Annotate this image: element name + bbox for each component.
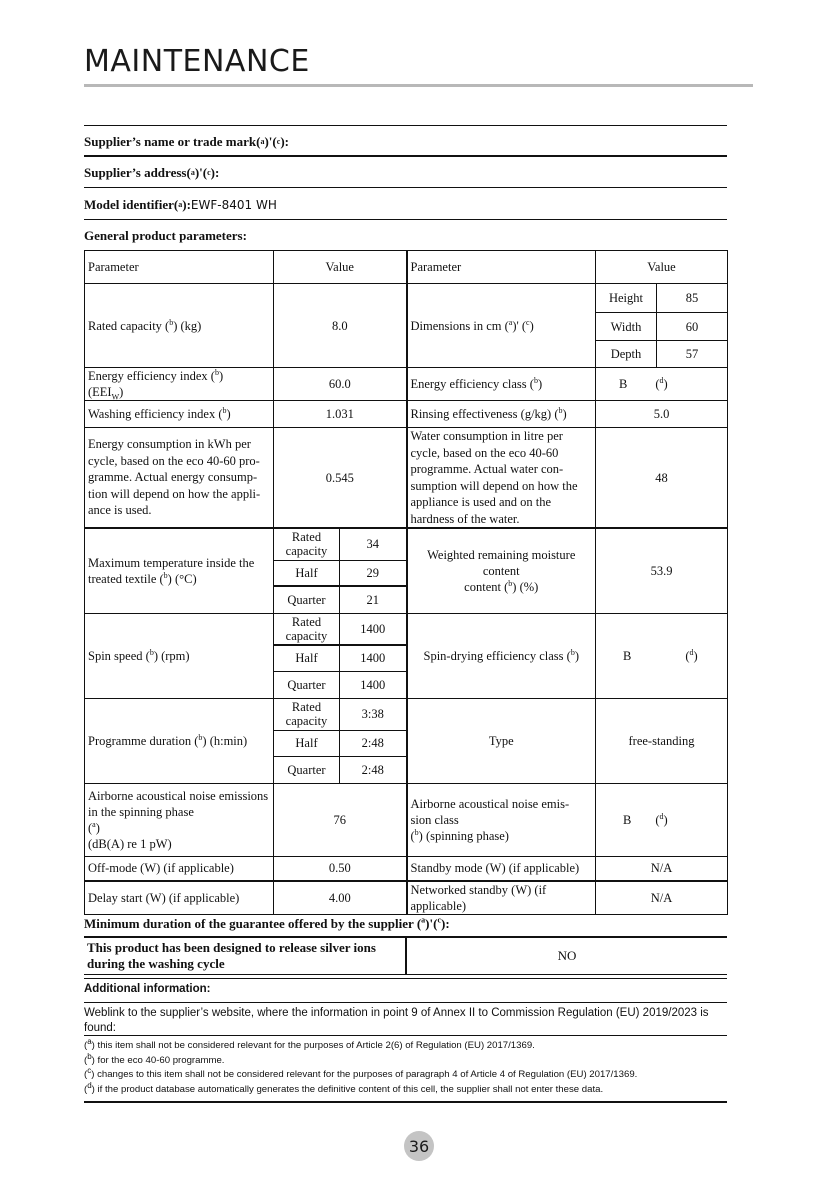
divider xyxy=(84,187,727,188)
quarter-sublabel: Quarter xyxy=(274,586,340,613)
table-row xyxy=(85,284,728,313)
moisture-label: Weighted remaining moisture content content ($^b$) (%) xyxy=(407,528,596,613)
quarter-sublabel: Quarter xyxy=(274,671,340,698)
rated-capacity-label: Rated capacity ($^b$) (kg) xyxy=(85,284,274,368)
silver-ions-table xyxy=(84,936,727,975)
table-row xyxy=(85,528,728,560)
table-row xyxy=(85,783,728,856)
table-row xyxy=(85,613,728,645)
energy-class-value: B ($^d$) xyxy=(596,368,728,401)
divider xyxy=(84,219,727,220)
networked-standby-value: N/A xyxy=(596,881,728,915)
divider xyxy=(84,1101,727,1103)
silver-ions-value: NO xyxy=(406,937,727,975)
standby-value: N/A xyxy=(596,856,728,881)
rinsing-value: 5.0 xyxy=(596,401,728,428)
off-mode-label: Off-mode (W) (if applicable) xyxy=(85,856,274,881)
duration-quarter-value: 2:48 xyxy=(340,756,407,783)
noise-label: Airborne acoustical noise emissions in the spinning phase ($^a$) (dB(A) re 1 pW) xyxy=(85,783,274,856)
water-consumption-value: 48 xyxy=(596,428,728,529)
noise-value: 76 xyxy=(274,783,407,856)
rinsing-label: Rinsing effectiveness (g/kg) ($^b$) xyxy=(407,401,596,428)
half-sublabel: Half xyxy=(274,730,340,756)
general-params-heading: General product parameters: xyxy=(84,228,247,243)
header-value: Value xyxy=(274,251,407,284)
max-temp-rated-value: 34 xyxy=(340,528,407,560)
footnote-b: ($^b$) for the eco 40-60 programme. xyxy=(84,1051,225,1066)
spin-class-label: Spin-drying efficiency class ($^b$) xyxy=(407,613,596,698)
divider xyxy=(84,1035,727,1036)
table-row xyxy=(85,856,728,881)
max-temp-half-value: 29 xyxy=(340,560,407,586)
header-value: Value xyxy=(596,251,728,284)
weblink-text: Weblink to the supplier’s website, where the information in point 9 of Annex II to Commission Regulation (EU) 2019/2023 is found: xyxy=(84,1007,709,1034)
header-parameter: Parameter xyxy=(407,251,596,284)
max-temp-quarter-value: 21 xyxy=(340,586,407,613)
off-mode-value: 0.50 xyxy=(274,856,407,881)
footnote-a: ($^a$) this item shall not be considered relevant for the purposes of Article 2(6) of Regulation (EU) 2017/1369. xyxy=(84,1036,535,1051)
table-row xyxy=(85,401,728,428)
divider xyxy=(84,978,727,979)
energy-consumption-value: 0.545 xyxy=(274,428,407,529)
depth-value: 57 xyxy=(657,341,728,368)
divider xyxy=(84,1002,727,1003)
networked-standby-label: Networked standby (W) (if applicable) xyxy=(407,881,596,915)
model-identifier-value: EWF-8401 WH xyxy=(190,198,277,212)
header-parameter: Parameter xyxy=(85,251,274,284)
delay-start-label: Delay start (W) (if applicable) xyxy=(85,881,274,915)
divider xyxy=(84,155,727,157)
footnote-c: ($^c$) changes to this item shall not be considered relevant for the purposes of paragraph 4 of Article 4 of Regulation (EU) 2017/1369. xyxy=(84,1065,638,1080)
title-divider xyxy=(84,84,753,87)
divider xyxy=(84,125,727,126)
rated-capacity-value: 8.0 xyxy=(274,284,407,368)
supplier-address-row: Supplier’s address ( a )'( c ): xyxy=(84,165,220,180)
width-label: Width xyxy=(596,313,657,341)
table-row xyxy=(85,368,728,401)
height-value: 85 xyxy=(657,284,728,313)
moisture-value: 53.9 xyxy=(596,528,728,613)
noise-class-value: B ($^d$) xyxy=(596,783,728,856)
noise-class-label: Airborne acoustical noise emis- sion class ($^b$) (spinning phase) xyxy=(407,783,596,856)
standby-label: Standby mode (W) (if applicable) xyxy=(407,856,596,881)
footnotes xyxy=(84,1036,727,1097)
spin-speed-label: Spin speed ($^b$) (rpm) xyxy=(85,613,274,698)
duration-rated-value: 3:38 xyxy=(340,698,407,730)
model-identifier-row: Model identifier ( a ): EWF-8401 WH xyxy=(84,197,277,212)
spin-quarter-value: 1400 xyxy=(340,671,407,698)
rated-capacity-sublabel: Rated capacity xyxy=(274,698,340,730)
supplier-name-row: Supplier’s name or trade mark ( a )'( c ): xyxy=(84,134,289,149)
page-number-badge: 36 xyxy=(404,1131,434,1161)
page-title: MAINTENANCE xyxy=(84,44,310,79)
depth-label: Depth xyxy=(596,341,657,368)
half-sublabel: Half xyxy=(274,645,340,671)
quarter-sublabel: Quarter xyxy=(274,756,340,783)
additional-info-heading: Additional information: xyxy=(84,983,211,995)
delay-start-value: 4.00 xyxy=(274,881,407,915)
rated-capacity-sublabel: Rated capacity xyxy=(274,528,340,560)
spin-rated-value: 1400 xyxy=(340,613,407,645)
dimensions-label: Dimensions in cm ($^a$)' ($^c$) xyxy=(407,284,596,368)
table-row xyxy=(85,698,728,730)
washing-efficiency-label: Washing efficiency index ($^b$) xyxy=(85,401,274,428)
type-label: Type xyxy=(407,698,596,783)
half-sublabel: Half xyxy=(274,560,340,586)
spin-class-value: B ($^d$) xyxy=(596,613,728,698)
max-temperature-label: Maximum temperature inside the treated textile ($^b$) (°C) xyxy=(85,528,274,613)
type-value: free-standing xyxy=(596,698,728,783)
energy-consumption-label: Energy consumption in kWh per cycle, based on the eco 40-60 pro- gramme. Actual energy consump- tion will depend on how the appli- ance is used. xyxy=(85,428,274,529)
height-label: Height xyxy=(596,284,657,313)
programme-duration-label: Programme duration ($^b$) (h:min) xyxy=(85,698,274,783)
width-value: 60 xyxy=(657,313,728,341)
eei-label: Energy efficiency index ($^b$) $(EEI_W)$ xyxy=(85,368,274,401)
rated-capacity-sublabel: Rated capacity xyxy=(274,613,340,645)
product-parameters-table xyxy=(84,250,728,915)
spin-half-value: 1400 xyxy=(340,645,407,671)
table-header-row xyxy=(85,251,728,284)
water-consumption-label: Water consumption in litre per cycle, based on the eco 40-60 programme. Actual water con- sumption will depend on how the appliance is used and on the hardness of the water. xyxy=(407,428,596,529)
table-row xyxy=(85,428,728,529)
guarantee-row: Minimum duration of the guarantee offered by the supplier ($^a$)'($^c$): xyxy=(84,915,450,931)
eei-value: 60.0 xyxy=(274,368,407,401)
silver-ions-label: This product has been designed to release silver ions during the washing cycle xyxy=(84,937,406,975)
table-row xyxy=(85,881,728,915)
footnote-d: ($^d$) if the product database automatically generates the definitive content of this cell, the supplier shall not enter these data. xyxy=(84,1080,604,1095)
washing-efficiency-value: 1.031 xyxy=(274,401,407,428)
energy-class-label: Energy efficiency class ($^b$) xyxy=(407,368,596,401)
duration-half-value: 2:48 xyxy=(340,730,407,756)
